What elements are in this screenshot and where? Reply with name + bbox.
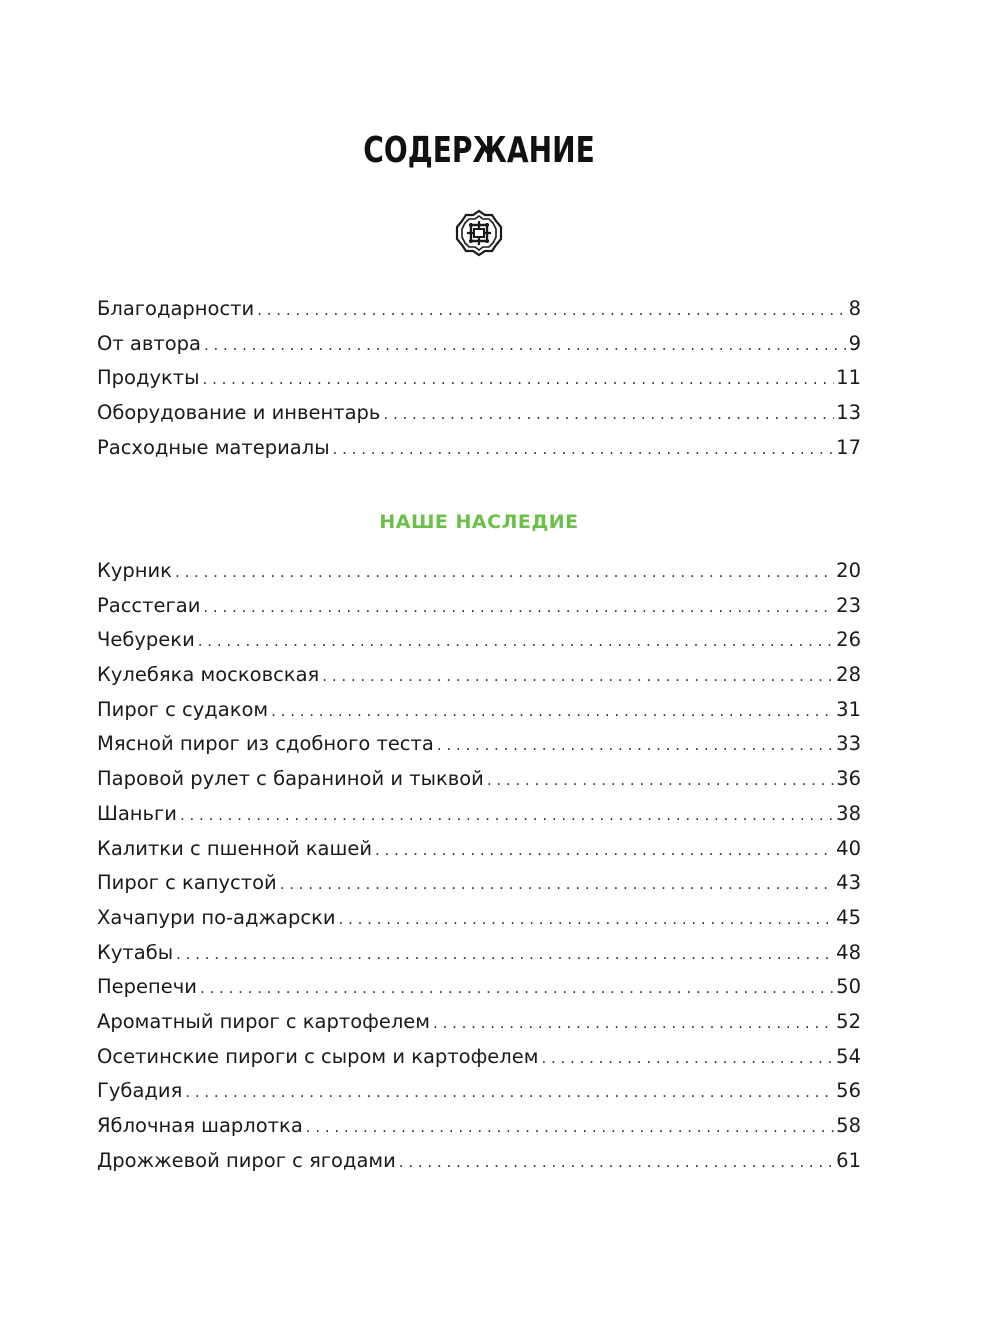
dot-leader xyxy=(437,728,834,762)
dot-leader xyxy=(383,397,834,431)
section-heading: НАШЕ НАСЛЕДИЕ xyxy=(379,511,579,533)
dot-leader xyxy=(306,1110,834,1144)
toc-entry-title: Губадия xyxy=(97,1079,183,1103)
toc-entry-title: Калитки с пшенной кашей xyxy=(97,836,372,860)
dot-leader xyxy=(257,293,846,327)
toc-entry[interactable] xyxy=(97,1144,861,1179)
toc-entry-page-number: 9 xyxy=(848,331,861,355)
dot-leader xyxy=(541,1041,834,1075)
toc-entry[interactable] xyxy=(97,1040,861,1075)
toc-entry-page-number: 11 xyxy=(836,366,861,390)
toc-entry-title: Пирог с капустой xyxy=(97,871,277,895)
toc-entry-page-number: 23 xyxy=(836,593,861,617)
toc-entry-page-number: 20 xyxy=(836,559,861,582)
toc-entry-title: Кутабы xyxy=(97,940,174,964)
dot-leader xyxy=(271,694,834,728)
dot-leader xyxy=(339,902,835,936)
toc-entry[interactable] xyxy=(97,658,861,693)
toc-entry-page-number: 61 xyxy=(836,1148,861,1172)
toc-entry-page-number: 31 xyxy=(836,697,861,721)
toc-entry-page-number: 43 xyxy=(836,871,861,895)
toc-entry[interactable] xyxy=(97,693,861,728)
toc-entry-title: Паровой рулет с бараниной и тыквой xyxy=(97,767,484,791)
toc-entry-title: Чебуреки xyxy=(97,628,195,652)
toc-entry[interactable] xyxy=(97,727,861,762)
toc-entry-page-number: 45 xyxy=(836,905,861,929)
toc-entry[interactable] xyxy=(97,1005,861,1040)
dot-leader xyxy=(198,624,834,658)
toc-entry-title: Ароматный пирог с картофелем xyxy=(97,1009,431,1033)
toc-entry-page-number: 54 xyxy=(836,1044,861,1068)
toc-entry[interactable] xyxy=(97,327,861,362)
toc-entry[interactable] xyxy=(97,832,861,867)
toc-entry-page-number: 26 xyxy=(836,628,861,652)
toc-entry-title: Осетинские пироги с сыром и картофелем xyxy=(97,1044,539,1068)
toc-entry-title: Расходные материалы xyxy=(97,435,330,459)
toc-entry-title: От автора xyxy=(97,331,201,355)
toc-entry-title: Мясной пирог из сдобного теста xyxy=(97,732,434,756)
dot-leader xyxy=(322,659,834,693)
toc-entry-title: Курник xyxy=(97,559,172,582)
toc-entry[interactable] xyxy=(97,554,861,589)
dot-leader xyxy=(399,1145,834,1179)
dot-leader xyxy=(375,833,834,867)
toc-entry[interactable] xyxy=(97,396,861,431)
toc-entry-title: Продукты xyxy=(97,366,200,390)
toc-entry-page-number: 8 xyxy=(848,297,861,320)
dot-leader xyxy=(180,798,834,832)
dot-leader xyxy=(176,937,834,971)
page-title: СОДЕРЖАНИЕ xyxy=(363,130,595,171)
toc-entry-page-number: 28 xyxy=(836,663,861,687)
toc-entry-title: Кулебяка московская xyxy=(97,663,320,687)
toc-entry[interactable] xyxy=(97,762,861,797)
toc-entry[interactable] xyxy=(97,1074,861,1109)
toc-entry[interactable] xyxy=(97,361,861,396)
dot-leader xyxy=(280,867,834,901)
toc-entry[interactable] xyxy=(97,970,861,1005)
toc-entry-page-number: 13 xyxy=(836,401,861,425)
toc-entry-title: Перепечи xyxy=(97,975,197,999)
toc-entry-page-number: 36 xyxy=(836,767,861,791)
toc-entry-page-number: 38 xyxy=(836,801,861,825)
section-entries-list xyxy=(97,554,861,1178)
toc-entry-page-number: 58 xyxy=(836,1114,861,1137)
dot-leader xyxy=(203,590,834,624)
front-matter-list xyxy=(97,292,861,465)
toc-entry-title: Расстегаи xyxy=(97,593,201,617)
toc-entry[interactable] xyxy=(97,431,861,466)
dot-leader xyxy=(175,555,834,589)
dot-leader xyxy=(433,1006,834,1040)
toc-entry-page-number: 17 xyxy=(836,435,861,459)
toc-entry-title: Пирог с судаком xyxy=(97,697,269,721)
toc-entry-page-number: 52 xyxy=(836,1009,861,1033)
dot-leader xyxy=(185,1075,834,1109)
knot-ornament-icon xyxy=(455,209,503,257)
toc-entry[interactable] xyxy=(97,292,861,327)
toc-entry[interactable] xyxy=(97,1109,861,1144)
toc-entry[interactable] xyxy=(97,589,861,624)
toc-entry-page-number: 56 xyxy=(836,1079,861,1103)
toc-entry-title: Хачапури по-аджарски xyxy=(97,905,336,929)
toc-entry-page-number: 33 xyxy=(836,732,861,756)
toc-entry-page-number: 40 xyxy=(836,836,861,860)
toc-entry-title: Шаньги xyxy=(97,801,177,825)
toc-entry[interactable] xyxy=(97,936,861,971)
toc-entry[interactable] xyxy=(97,901,861,936)
toc-entry[interactable] xyxy=(97,623,861,658)
toc-entry-page-number: 48 xyxy=(836,940,861,964)
dot-leader xyxy=(204,328,847,362)
toc-entry-title: Яблочная шарлотка xyxy=(97,1114,303,1137)
toc-entry-page-number: 50 xyxy=(836,975,861,999)
dot-leader xyxy=(487,763,834,797)
dot-leader xyxy=(333,432,835,466)
toc-entry[interactable] xyxy=(97,866,861,901)
toc-entry-title: Оборудование и инвентарь xyxy=(97,401,381,425)
toc-entry-title: Дрожжевой пирог с ягодами xyxy=(97,1148,396,1172)
dot-leader xyxy=(200,971,834,1005)
toc-entry[interactable] xyxy=(97,797,861,832)
dot-leader xyxy=(203,362,835,396)
toc-entry-title: Благодарности xyxy=(97,297,255,320)
